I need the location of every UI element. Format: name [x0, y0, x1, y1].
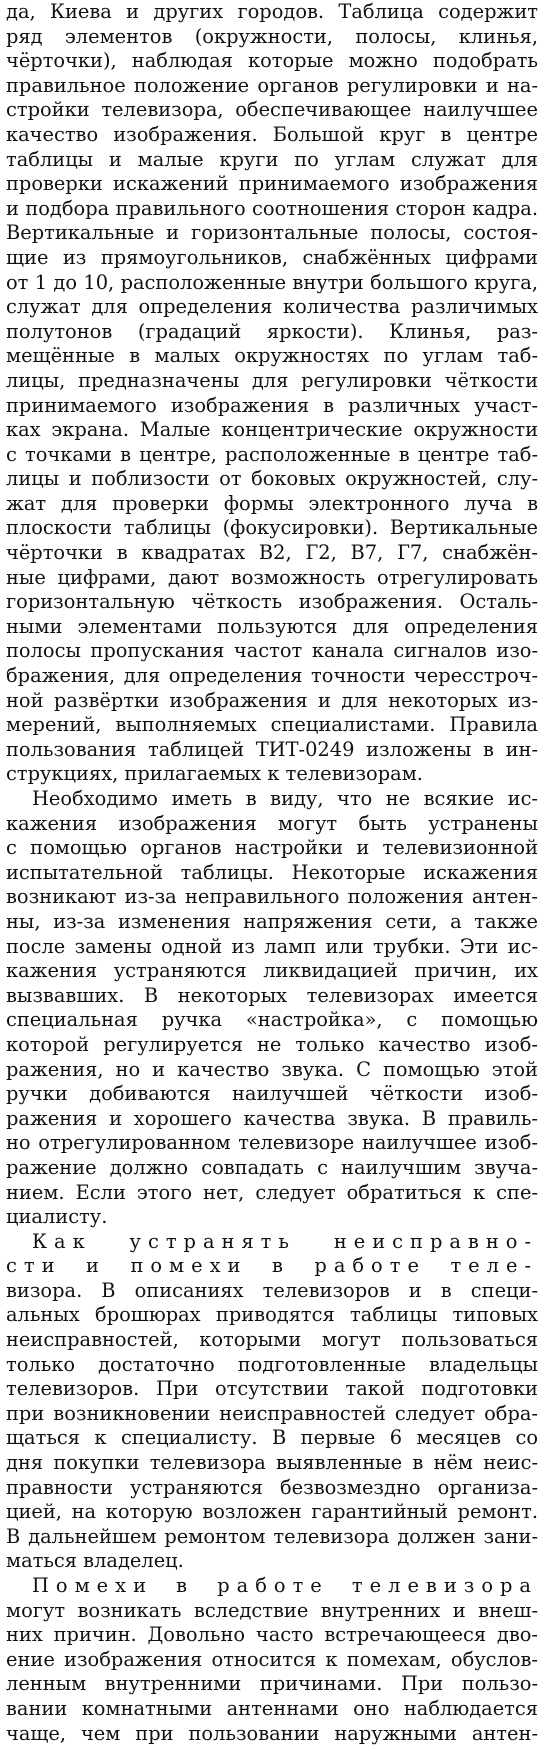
text-line: цией, на которую возложен гарантийный ремонт. [6, 1500, 538, 1524]
text-line: лицы и поблизости от боковых окружностей, слу- [6, 467, 538, 491]
text-line: нием. Если этого нет, следует обратиться к спе- [6, 1180, 538, 1204]
text-line: таблицы и малые круги по углам служат для [6, 147, 538, 171]
text-line: проверки искажений принимаемого изображения [6, 172, 538, 196]
text-line: ражения и хорошего качества звука. В правиль- [6, 1106, 538, 1130]
text-line: правильное положение органов регулировки и на- [6, 73, 538, 97]
text-line: маться владелец. [6, 1549, 184, 1573]
paragraph-interference [6, 1574, 538, 1746]
text-line: ение изображения относится к помехам, обуслов- [6, 1647, 538, 1671]
text-line: ной развёртки изображения и для некоторых из- [6, 688, 538, 712]
text-line: вании комнатными антеннами оно наблюдается [6, 1696, 538, 1720]
paragraph-troubleshooting [6, 1230, 538, 1574]
section-heading-line: Как устранять неисправно- [32, 1229, 538, 1253]
text-line: только достаточно подготовленные владельцы [6, 1352, 538, 1376]
text-line: чёрточки в квадратах В2, Г2, В7, Г7, снабжён- [6, 541, 538, 565]
text-line: щие из прямоугольников, снабжённых цифрами [6, 245, 538, 269]
text-line: ными элементами пользуются для определения [6, 614, 538, 638]
text-line: полутонов (градаций яркости). Клинья, раз- [6, 319, 538, 343]
section-heading-line: сти и помехи в работе теле- [6, 1254, 538, 1278]
text-line: бражения, для определения точности чересстроч- [6, 664, 538, 688]
text-line: циалисту. [6, 1205, 108, 1229]
text-line: возникают из-за неправильного положения антен- [6, 885, 538, 909]
text-line: испытательной таблицы. Некоторые искажения [6, 860, 538, 884]
text-line: визора. В описаниях телевизоров и в специ- [6, 1278, 538, 1302]
text-line: ручки добиваются наилучшей чёткости изоб- [6, 1082, 538, 1106]
text-line: да, Киева и других городов. Таблица содержит [6, 0, 538, 23]
text-line: ны, из-за изменения напряжения сети, а также [6, 909, 538, 933]
text-line: мерений, выполняемых специалистами. Правила [6, 713, 538, 737]
text-line: чаще, чем при пользовании наружными антен- [6, 1721, 538, 1745]
text-line: при возникновении неисправностей следует обра- [6, 1401, 538, 1425]
text-line: жат для проверки формы электронного луча в [6, 491, 538, 515]
text-line: дня покупки телевизора выявленные в нём неис- [6, 1451, 538, 1475]
text-line: качество изображения. Большой круг в центре [6, 122, 538, 146]
text-line: ках экрана. Малые концентрические окружности [6, 418, 538, 442]
text-line: кажения устраняются ликвидацией причин, их [6, 959, 538, 983]
text-line: от 1 до 10, расположенные внутри большого круга, [6, 270, 538, 294]
text-line: телевизоров. При отсутствии такой подготовки [6, 1377, 538, 1401]
text-line: лицы, предназначены для регулировки чёткости [6, 368, 538, 392]
text-line: В дальнейшем ремонтом телевизора должен зани- [6, 1524, 538, 1548]
text-line: альных брошюрах приводятся таблицы типовых [6, 1303, 538, 1327]
paragraph-test-pattern [6, 0, 538, 787]
text-line: Необходимо иметь в виду, что не всякие ис- [32, 787, 538, 810]
text-line: ражения, но и качество звука. С помощью этой [6, 1057, 538, 1081]
text-line: Вертикальные и горизонтальные полосы, состоя- [6, 221, 538, 245]
text-line: кажения изображения могут быть устранены [6, 811, 538, 835]
text-line: но отрегулированном телевизоре наилучшее изоб- [6, 1131, 538, 1155]
text-line: после замены одной из ламп или трубки. Эти ис- [6, 934, 538, 958]
text-line: правности устраняются безвозмездно организа- [6, 1475, 538, 1499]
text-line: с точками в центре, расположенные в центре таб- [6, 442, 538, 466]
paragraph-distortions [6, 787, 538, 1230]
text-line: струкциях, прилагаемых к телевизорам. [6, 762, 423, 786]
text-line: стройки телевизора, обеспечивающее наилучшее [6, 98, 538, 122]
text-line: полосы пропускания частот канала сигналов изо- [6, 639, 538, 663]
text-line: вызвавших. В некоторых телевизорах имеется [6, 983, 538, 1007]
text-line: щаться к специалисту. В первые 6 месяцев со [6, 1426, 538, 1450]
text-line: служат для определения количества различимых [6, 295, 538, 319]
text-line: ражение должно совпадать с наилучшим звуча- [6, 1155, 538, 1179]
section-heading-line: Помехи в работе телевизора [32, 1574, 538, 1597]
text-line: принимаемого изображения в различных участ- [6, 393, 538, 417]
text-line: могут возникать вследствие внутренних и внеш- [6, 1598, 538, 1622]
text-line: ленным внутренними причинами. При пользо- [6, 1672, 538, 1696]
text-line: пользования таблицей ТИТ-0249 изложены в ин- [6, 737, 538, 761]
text-line: специальная ручка «настройка», с помощью [6, 1008, 538, 1032]
text-line: с помощью органов настройки и телевизионной [6, 836, 538, 860]
text-line: и подбора правильного соотношения сторон кадра. [6, 196, 538, 220]
text-line: которой регулируется не только качество изоб- [6, 1032, 538, 1056]
text-line: чёрточки), наблюдая которые можно подобрать [6, 49, 538, 73]
text-line: ные цифрами, дают возможность отрегулировать [6, 565, 538, 589]
text-line: них причин. Довольно часто встречающееся дво- [6, 1623, 538, 1647]
document-page [6, 0, 538, 1746]
text-line: плоскости таблицы (фокусировки). Вертикальные [6, 516, 538, 540]
text-line: неисправностей, которыми могут пользоваться [6, 1328, 538, 1352]
text-line: ряд элементов (окружности, полосы, клинья, [6, 24, 538, 48]
text-line: мещённые в малых окружностях по углам таб- [6, 344, 538, 368]
text-line: горизонтальную чёткость изображения. Осталь- [6, 590, 538, 614]
